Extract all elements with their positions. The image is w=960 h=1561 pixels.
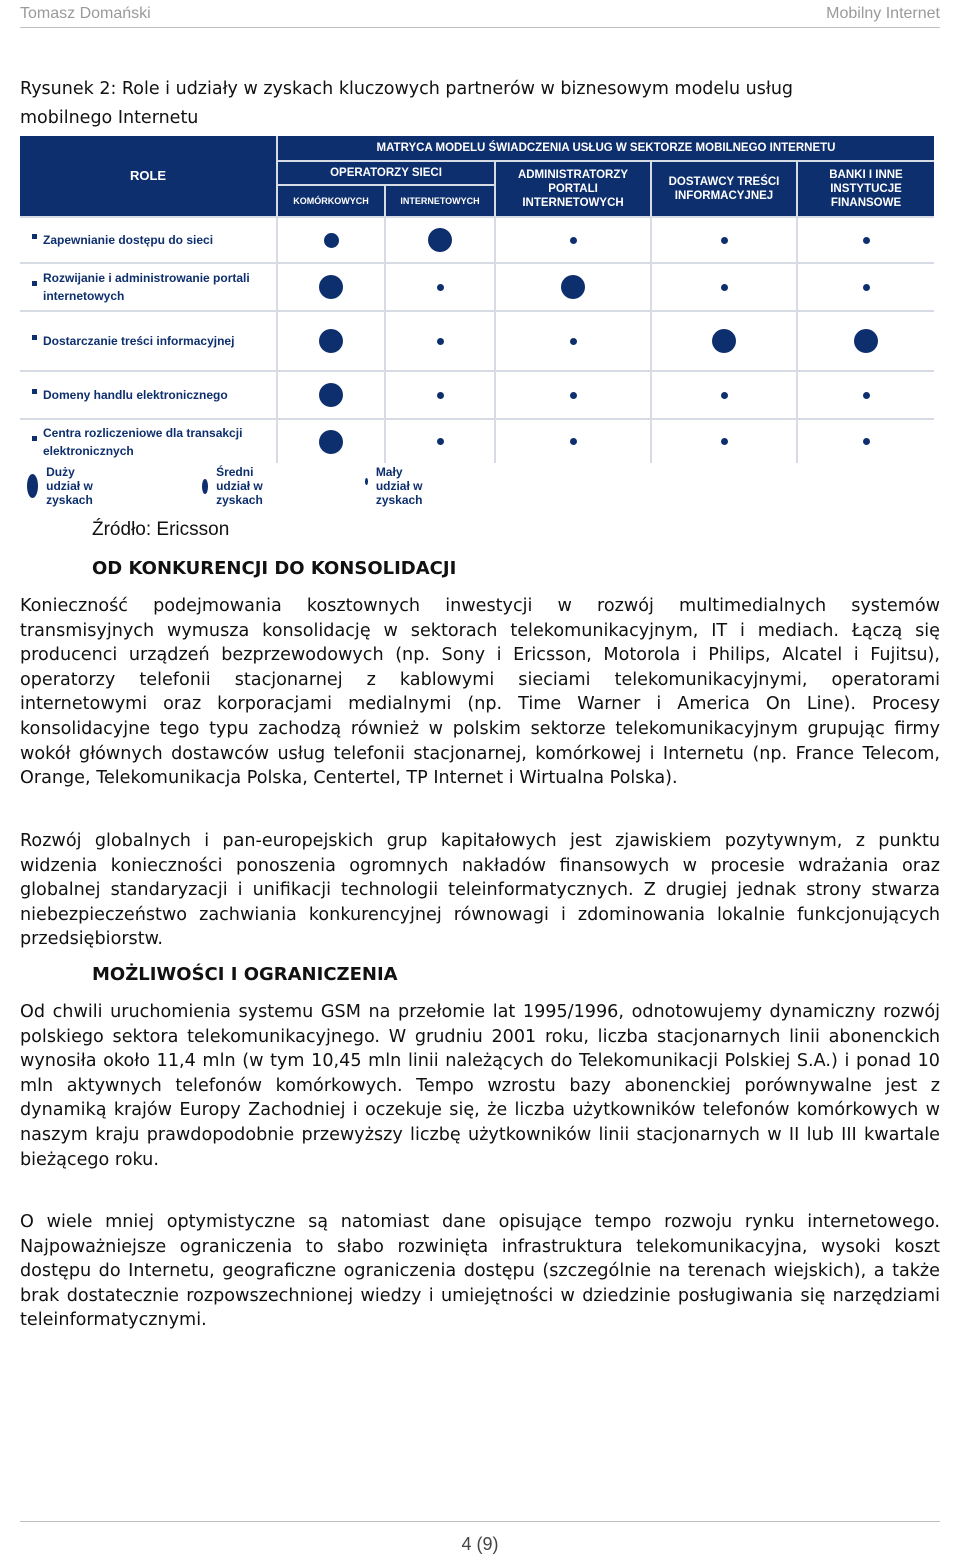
large-dot-icon xyxy=(319,275,343,299)
page-number: 4 (9) xyxy=(461,1534,499,1554)
header-title: Mobilny Internet xyxy=(826,5,940,22)
matrix-role-label xyxy=(20,420,276,463)
bullet-icon xyxy=(32,281,37,286)
small-dot-icon xyxy=(570,237,577,244)
operators-header: OPERATORZY SIECI xyxy=(278,162,494,184)
matrix-row xyxy=(20,264,934,310)
matrix-role-label xyxy=(20,264,276,310)
figure-source: Źródło: Ericsson xyxy=(92,519,230,540)
small-dot-icon xyxy=(570,392,577,399)
matrix-cell xyxy=(278,312,384,370)
medium-dot-icon xyxy=(202,479,208,494)
matrix-cell xyxy=(496,264,650,310)
matrix-cell xyxy=(278,372,384,418)
matrix-cell xyxy=(652,420,796,463)
small-dot-icon xyxy=(863,237,870,244)
small-dot-icon xyxy=(721,438,728,445)
small-dot-icon xyxy=(863,284,870,291)
matrix-role-label xyxy=(20,312,276,370)
large-dot-icon xyxy=(854,329,878,353)
legend-medium-label: Średni udział w zyskach xyxy=(216,465,263,507)
paragraph: Rozwój globalnych i pan-europejskich grup kapitałowych jest zjawiskiem pozytywnym, z punktu widzenia konieczności ponoszenia ogromnych nakładów finansowych w procesie wdrażania oraz globalnej standaryzacji i unifikacji technologii teleinformatycznych. Z drugiej jednak strony stwarza niebezpieczeństwo zachwiania konkurencyjnej równowagi i zdominowania lokalnie funkcjonujących przedsiębiorstw. xyxy=(20,831,940,950)
matrix-cell xyxy=(278,264,384,310)
small-dot-icon xyxy=(365,478,368,485)
legend-large-label: Duży udział w zyskach xyxy=(46,465,93,507)
large-dot-icon xyxy=(319,329,343,353)
matrix-role-label xyxy=(20,218,276,262)
role-header: ROLE xyxy=(20,136,276,216)
bullet-icon xyxy=(32,436,37,441)
legend-large xyxy=(27,465,106,507)
small-dot-icon xyxy=(863,438,870,445)
matrix-role-label xyxy=(20,372,276,418)
large-dot-icon xyxy=(319,383,343,407)
matrix-row xyxy=(20,312,934,370)
matrix-cell xyxy=(798,372,934,418)
medium-dot-icon xyxy=(324,233,339,248)
paragraph: O wiele mniej optymistyczne są natomiast dane opisujące tempo rozwoju rynku internetowego. Najpoważniejsze ograniczenia to słabo rozwinięta infrastruktura telekomunikacyjna, wysoki koszt dostępu do Internetu, geograficzne ograniczenia dostępu (szczególnie na terenach wiejskich), a także brak dostatecznie rozpowszechnionej wiedzy i umiejętności w dziedzinie posługiwania się narzędziami teleinformatycznymi. xyxy=(20,1212,940,1331)
matrix-cell xyxy=(496,218,650,262)
small-dot-icon xyxy=(437,392,444,399)
small-dot-icon xyxy=(437,284,444,291)
matrix-cell xyxy=(386,218,494,262)
matrix-cell xyxy=(652,218,796,262)
matrix-cell xyxy=(798,420,934,463)
mobile-operators-header: KOMÓRKOWYCH xyxy=(278,186,384,216)
bullet-icon xyxy=(32,234,37,239)
matrix-cell xyxy=(386,372,494,418)
matrix-cell xyxy=(278,420,384,463)
matrix-title: MATRYCA MODELU ŚWIADCZENIA USŁUG W SEKTORZE MOBILNEGO INTERNETU xyxy=(278,136,934,160)
small-dot-icon xyxy=(863,392,870,399)
paragraph: Od chwili uruchomienia systemu GSM na przełomie lat 1995/1996, odnotowujemy dynamiczny rozwój polskiego sektora telekomunikacyjnego. W grudniu 2001 roku, liczba stacjonarnych linii abonenckich wynosiła około 11,4 mln (w tym 10,45 mln linii należących do Telekomunikacji Polskiej S.A.) i ponad 10 mln aktywnych telefonów komórkowych. Tempo wzrostu bazy abonenckiej porównywalne jest z dynamiką krajów Europy Zachodniej i oczekuje się, że liczba użytkowników telefonów komórkowych w naszym kraju prawdopodobnie przewyższy liczbę użytkowników linii stacjonarnych w II lub III kwartale bieżącego roku. xyxy=(20,1002,940,1170)
figure-caption: Rysunek 2: Role i udziały w zyskach kluczowych partnerów w biznesowym modelu usług mobilnego Internetu xyxy=(20,79,794,128)
matrix-role-text: Domeny handlu elektronicznego xyxy=(43,388,228,402)
matrix-cell xyxy=(798,218,934,262)
small-dot-icon xyxy=(721,237,728,244)
large-dot-icon xyxy=(319,430,343,454)
matrix-cell xyxy=(386,264,494,310)
internet-operators-header: INTERNETOWYCH xyxy=(386,186,494,216)
large-dot-icon xyxy=(561,275,585,299)
legend-small xyxy=(365,465,427,507)
small-dot-icon xyxy=(437,438,444,445)
matrix-role-text: Dostarczanie treści informacyjnej xyxy=(43,334,235,348)
content-providers-header: DOSTAWCY TREŚCI INFORMACYJNEJ xyxy=(652,162,796,216)
legend-medium xyxy=(202,465,272,507)
page-header xyxy=(20,3,940,28)
large-dot-icon xyxy=(712,329,736,353)
matrix-cell xyxy=(496,372,650,418)
matrix-row xyxy=(20,420,934,463)
small-dot-icon xyxy=(721,392,728,399)
page-footer xyxy=(20,1521,940,1554)
section-heading-opportunities: MOŻLIWOŚCI I OGRANICZENIA xyxy=(92,964,398,985)
small-dot-icon xyxy=(437,338,444,345)
matrix-cell xyxy=(652,264,796,310)
role-matrix xyxy=(20,136,934,463)
matrix-cell xyxy=(278,218,384,262)
large-dot-icon xyxy=(27,474,38,498)
matrix-cell xyxy=(652,312,796,370)
matrix-row xyxy=(20,218,934,262)
large-dot-icon xyxy=(428,228,452,252)
bullet-icon xyxy=(32,389,37,394)
matrix-cell xyxy=(652,372,796,418)
matrix-role-text: Rozwijanie i administrowanie portali internetowych xyxy=(43,271,250,303)
small-dot-icon xyxy=(721,284,728,291)
small-dot-icon xyxy=(570,338,577,345)
matrix-cell xyxy=(386,420,494,463)
matrix-cell xyxy=(798,264,934,310)
portal-admins-header: ADMINISTRATORZY PORTALI INTERNETOWYCH xyxy=(496,162,650,216)
small-dot-icon xyxy=(570,438,577,445)
matrix-cell xyxy=(798,312,934,370)
legend-small-label: Mały udział w zyskach xyxy=(375,465,423,507)
header-author: Tomasz Domański xyxy=(20,5,151,22)
matrix-role-text: Zapewnianie dostępu do sieci xyxy=(43,233,214,247)
paragraph: Konieczność podejmowania kosztownych inwestycji w rozwój multimedialnych systemów transmisyjnych wymusza konsolidację w sektorach telekomunikacyjnym, IT i mediach. Łączą się producenci urządzeń bezprzewodowych (np. Sony i Ericsson, Motorola i Philips, Alcatel i Fujitsu), operatorzy telefonii stacjonarnej z kablowymi sieciami telekomunikacyjnymi, operatorami internetowymi oraz korporacjami medialnymi (np. Time Warner i America On Line). Procesy konsolidacyjne tego typu zachodzą również w polskim sektorze telekomunikacyjnym grupując firmy wokół głównych dostawców usług telefonii stacjonarnej, komórkowej i Internetu (np. France Telecom, Orange, Telekomunikacja Polska, Centertel, TP Internet i Wirtualna Polska). xyxy=(20,596,940,789)
matrix-cell xyxy=(386,312,494,370)
section-heading-consolidation: OD KONKURENCJI DO KONSOLIDACJI xyxy=(92,558,457,579)
matrix-cell xyxy=(496,312,650,370)
bullet-icon xyxy=(32,335,37,340)
matrix-role-text: Centra rozliczeniowe dla transakcji elektronicznych xyxy=(43,425,243,458)
matrix-row xyxy=(20,372,934,418)
matrix-cell xyxy=(496,420,650,463)
banks-header: BANKI I INNE INSTYTUCJE FINANSOWE xyxy=(798,162,934,216)
